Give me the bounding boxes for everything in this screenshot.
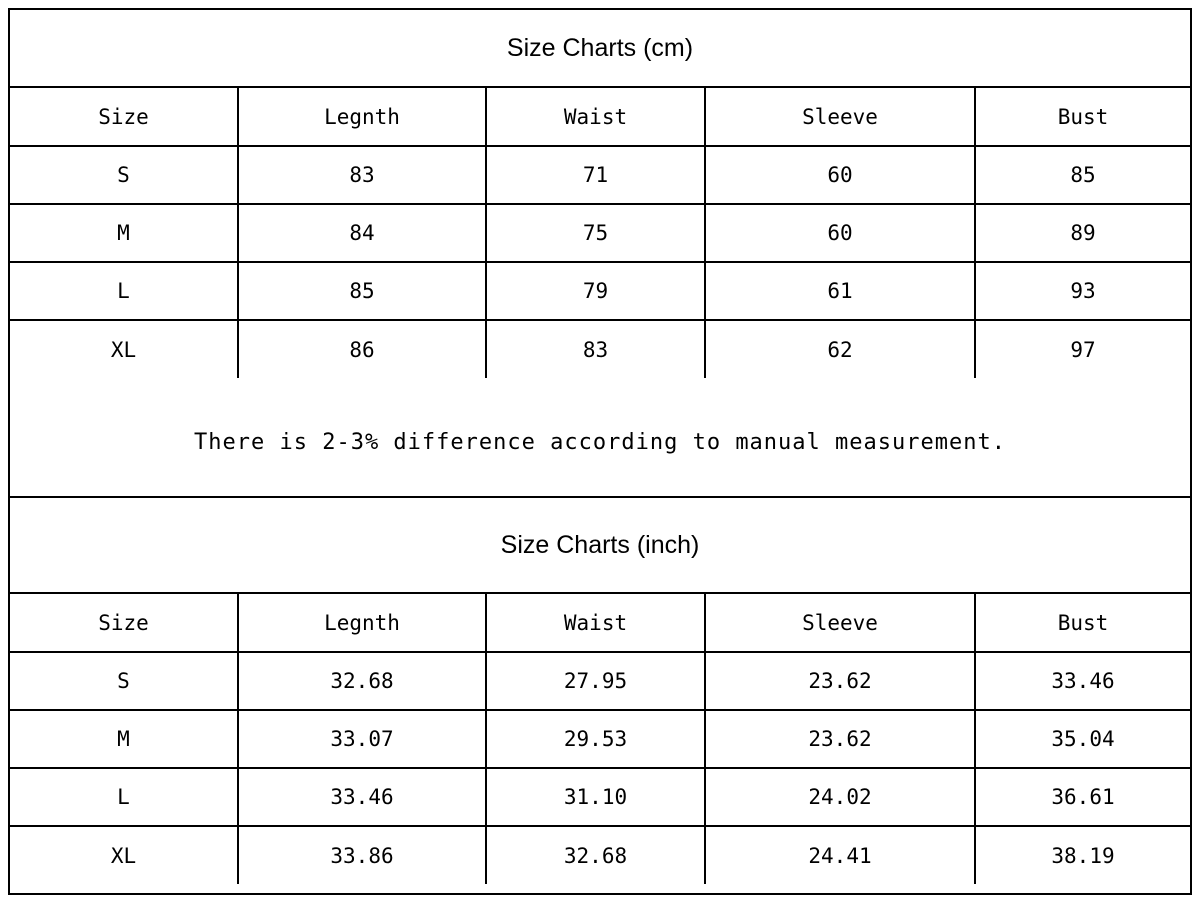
table-row <box>10 652 1190 710</box>
bust-cell: 89 <box>975 204 1190 262</box>
bust-cell: 85 <box>975 146 1190 204</box>
sleeve-cell: 23.62 <box>705 710 975 768</box>
table-row <box>10 826 1190 884</box>
length-cell: 83 <box>238 146 486 204</box>
sleeve-cell: 60 <box>705 204 975 262</box>
header-cell-length: Legnth <box>238 594 486 652</box>
header-cell-sleeve: Sleeve <box>705 88 975 146</box>
waist-cell: 31.10 <box>486 768 705 826</box>
header-cell-size: Size <box>10 88 238 146</box>
length-cell: 85 <box>238 262 486 320</box>
waist-cell: 71 <box>486 146 705 204</box>
size-cell: XL <box>10 826 238 884</box>
header-cell-bust: Bust <box>975 88 1190 146</box>
header-cell-length: Legnth <box>238 88 486 146</box>
table-row <box>10 320 1190 378</box>
waist-cell: 83 <box>486 320 705 378</box>
cm-size-table <box>10 88 1190 378</box>
inch-chart-title: Size Charts (inch) <box>10 498 1190 594</box>
size-cell: L <box>10 768 238 826</box>
waist-cell: 75 <box>486 204 705 262</box>
bust-cell: 93 <box>975 262 1190 320</box>
header-cell-waist: Waist <box>486 88 705 146</box>
waist-cell: 32.68 <box>486 826 705 884</box>
length-cell: 86 <box>238 320 486 378</box>
bust-cell: 97 <box>1070 337 1096 362</box>
header-cell-waist: Waist <box>486 594 705 652</box>
sleeve-cell: 61 <box>705 262 975 320</box>
bust-cell: 36.61 <box>975 768 1190 826</box>
length-cell: 32.68 <box>238 652 486 710</box>
sleeve-cell: 24.02 <box>705 768 975 826</box>
size-cell: M <box>10 204 238 262</box>
size-cell: L <box>10 262 238 320</box>
length-cell: 33.07 <box>238 710 486 768</box>
table-row <box>10 146 1190 204</box>
size-chart-sheet <box>8 8 1192 895</box>
size-cell: S <box>10 652 238 710</box>
waist-cell: 27.95 <box>486 652 705 710</box>
bust-cell: 33.46 <box>975 652 1190 710</box>
table-row <box>10 710 1190 768</box>
waist-cell: 29.53 <box>486 710 705 768</box>
table-row <box>10 768 1190 826</box>
cm-chart-title: Size Charts (cm) <box>10 10 1190 88</box>
bust-cell: 35.04 <box>975 710 1190 768</box>
size-cell: S <box>10 146 238 204</box>
size-cell: M <box>10 710 238 768</box>
table-header-row <box>10 88 1190 146</box>
sleeve-cell: 24.41 <box>705 826 975 884</box>
inch-size-table <box>10 594 1190 884</box>
measurement-note: There is 2-3% difference according to manual measurement. <box>10 388 1190 498</box>
length-cell: 84 <box>238 204 486 262</box>
table-header-row <box>10 594 1190 652</box>
table-row <box>10 204 1190 262</box>
sleeve-cell: 60 <box>705 146 975 204</box>
length-cell: 33.46 <box>238 768 486 826</box>
sleeve-cell: 23.62 <box>705 652 975 710</box>
length-cell: 33.86 <box>238 826 486 884</box>
sleeve-cell: 62 <box>705 320 975 378</box>
header-cell-size: Size <box>10 594 238 652</box>
header-cell-bust: Bust <box>975 594 1190 652</box>
table-row <box>10 262 1190 320</box>
waist-cell: 79 <box>486 262 705 320</box>
bust-cell: 38.19 <box>1051 843 1115 868</box>
size-cell: XL <box>10 320 238 378</box>
header-cell-sleeve: Sleeve <box>705 594 975 652</box>
